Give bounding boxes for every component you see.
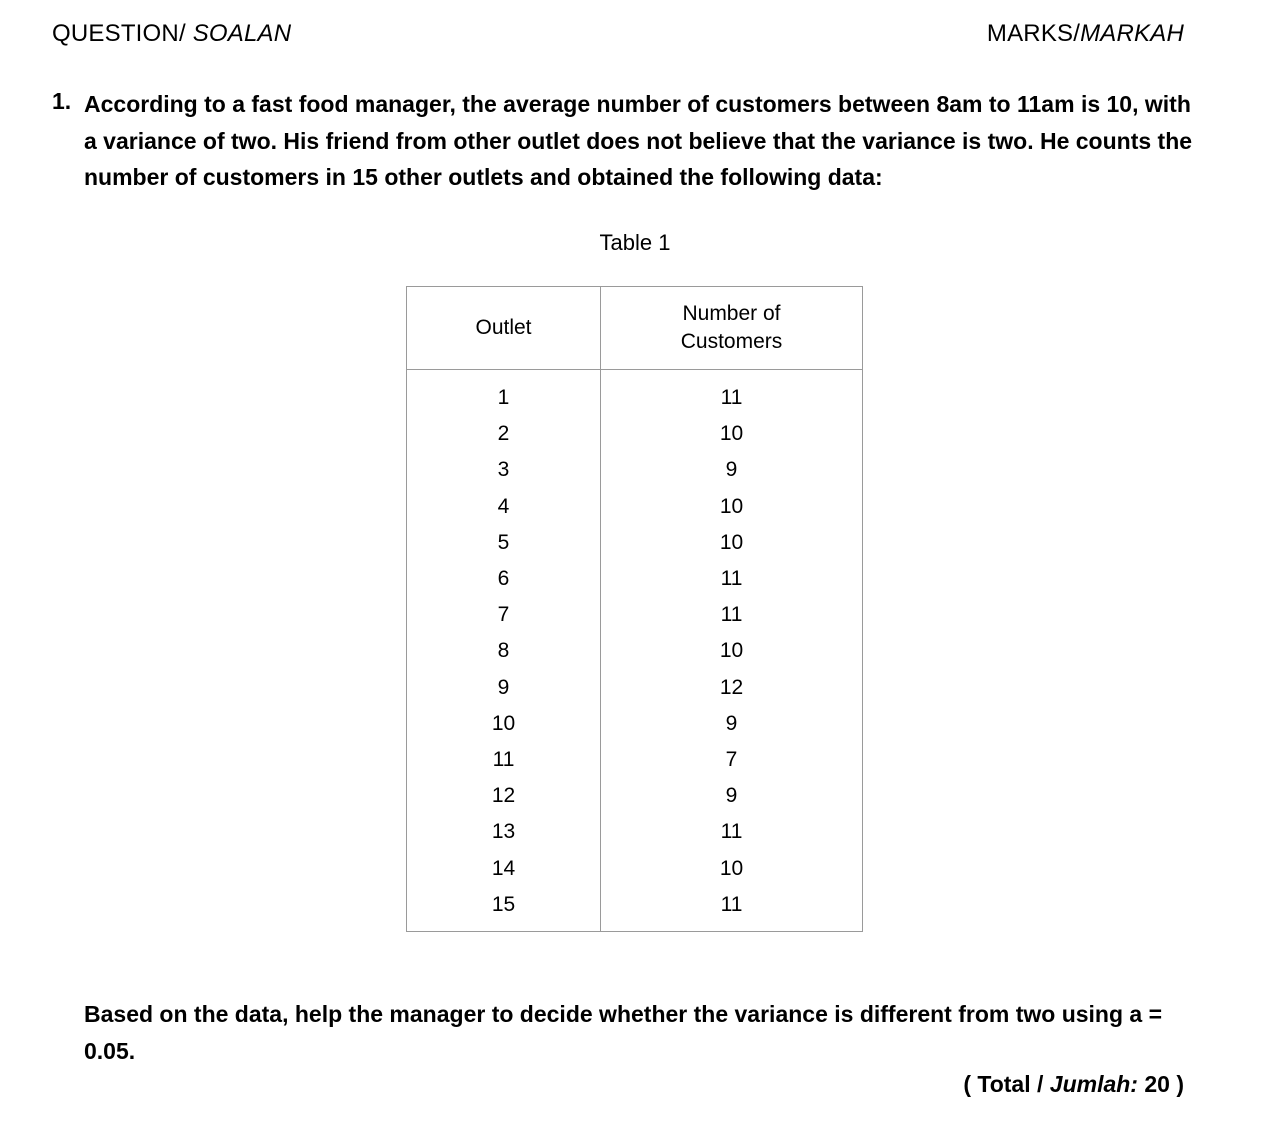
customer-data-table [406,286,863,932]
table-row [407,416,863,452]
customers-cell: 10 [601,525,863,561]
outlet-cell: 1 [407,370,601,417]
outlet-cell: 10 [407,706,601,742]
customers-cell: 11 [601,887,863,932]
table-row [407,706,863,742]
marks-label-malay: MARKAH [1080,20,1184,47]
table-row [407,561,863,597]
outlet-cell: 3 [407,452,601,488]
customers-cell: 9 [601,706,863,742]
marks-header [987,20,1184,48]
customers-cell: 7 [601,742,863,778]
question-label: QUESTION/ [52,20,186,47]
outlet-cell: 6 [407,561,601,597]
table-row [407,633,863,669]
question-label-malay: SOALAN [192,20,292,47]
table-caption: Table 1 [599,230,671,255]
customers-cell: 9 [601,778,863,814]
outlet-cell: 8 [407,633,601,669]
customers-cell: 10 [601,850,863,886]
outlet-cell: 9 [407,670,601,706]
question-number: 1. [52,88,72,114]
customers-cell: 11 [601,597,863,633]
outlet-cell: 5 [407,525,601,561]
customers-cell: 10 [601,489,863,525]
table-row [407,370,863,417]
customers-column-header: Number of Customers [601,287,863,370]
closing-instruction: Based on the data, help the manager to decide whether the variance is different from two using a = 0.05. [84,1001,1163,1064]
outlet-cell: 11 [407,742,601,778]
table-header-row [407,287,863,370]
table-row [407,887,863,932]
outlet-cell: 2 [407,416,601,452]
question-header [52,20,291,48]
table-row [407,850,863,886]
customers-cell: 10 [601,416,863,452]
table-row [407,452,863,488]
outlet-cell: 12 [407,778,601,814]
table-row [407,597,863,633]
table-row [407,489,863,525]
table-row [407,670,863,706]
outlet-cell: 13 [407,814,601,850]
customers-cell: 11 [601,561,863,597]
table-row [407,778,863,814]
customers-cell: 11 [601,814,863,850]
customers-cell: 10 [601,633,863,669]
customers-cell: 9 [601,452,863,488]
table-row [407,525,863,561]
table-body [407,370,863,932]
customers-cell: 11 [601,370,863,417]
total-marks: ( Total / Jumlah: 20 ) [963,1071,1184,1097]
table-row [407,814,863,850]
outlet-cell: 4 [407,489,601,525]
outlet-cell: 15 [407,887,601,932]
customers-cell: 12 [601,670,863,706]
outlet-cell: 7 [407,597,601,633]
outlet-cell: 14 [407,850,601,886]
question-text: According to a fast food manager, the average number of customers between 8am to 11am is 10, with a variance of two. His friend from other outlet does not believe that the variance is two. He counts the number of customers in 15 other outlets and obtained the following data: [84,91,1193,190]
marks-label: MARKS/ [986,20,1081,47]
table-row [407,742,863,778]
outlet-column-header: Outlet [407,287,601,370]
